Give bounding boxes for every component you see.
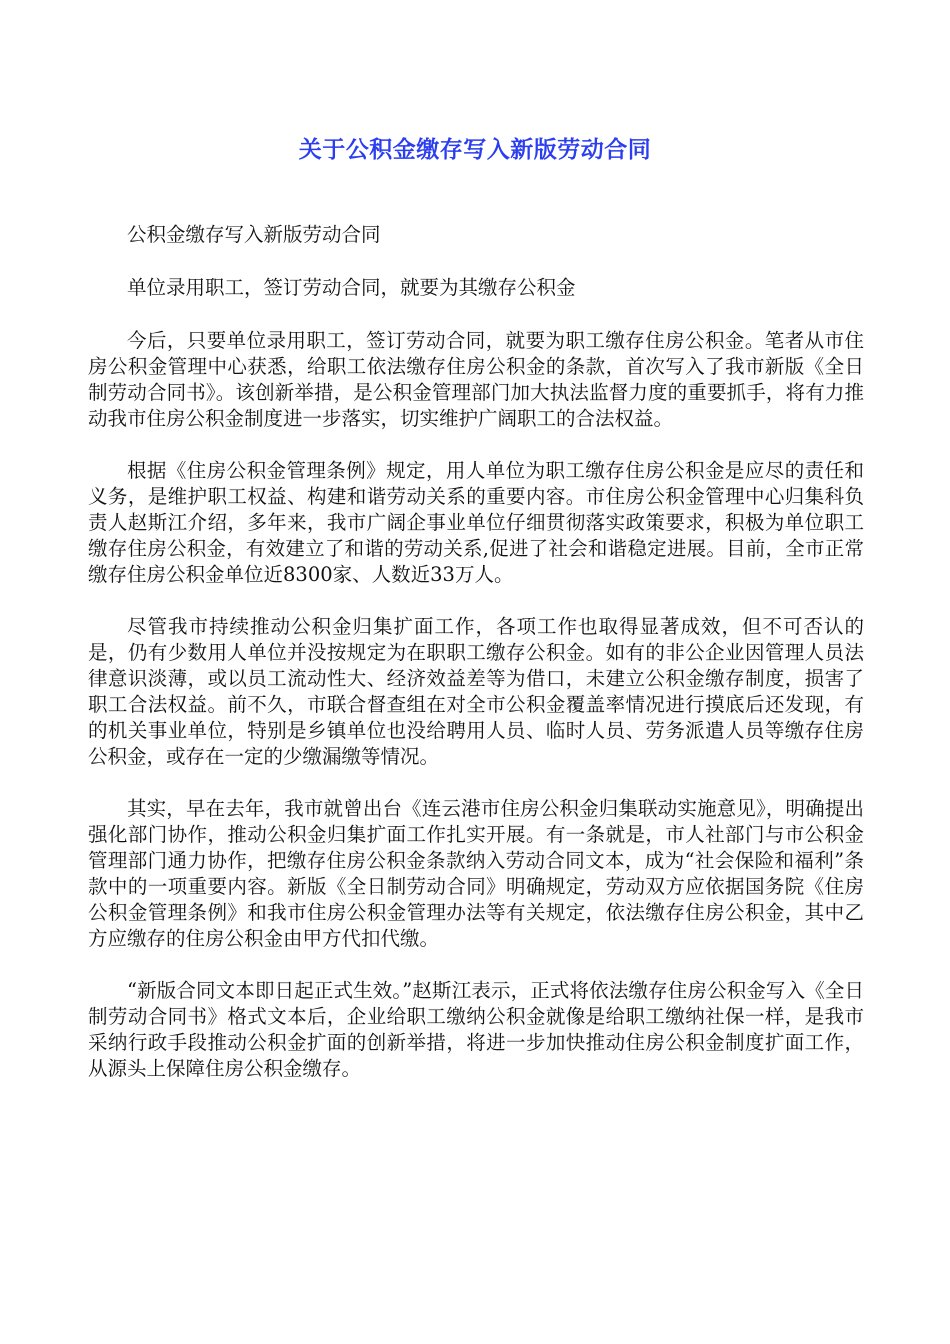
subheading-paragraph: 公积金缴存写入新版劳动合同 — [127, 223, 381, 246]
document-title: 关于公积金缴存写入新版劳动合同 — [298, 137, 652, 163]
lead-paragraph: 单位录用职工，签订劳动合同，就要为其缴存公积金 — [127, 276, 576, 299]
body-paragraph-4: 其实，早在去年，我市就曾出台《连云港市住房公积金归集联动实施意见》，明确提出强化部门协作，推动公积金归集扩面工作扎实开展。有一条就是，市人社部门与市公积金管理部门通力协作，把缴存住房公积金条款纳入劳动合同文本，成为“社会保险和福利”条款中的一项重要内容。新版《全日制劳动合同》明确规定，劳动双方应依据国务院《住房公积金管理条例》和我市住房公积金管理办法等有关规定，依法缴存住房公积金，其中乙方应缴存的住房公积金由甲方代扣代缴。 — [88, 797, 864, 950]
body-paragraph-2: 根据《住房公积金管理条例》规定，用人单位为职工缴存住房公积金是应尽的责任和义务，是维护职工权益、构建和谐劳动关系的重要内容。市住房公积金管理中心归集科负责人赵斯江介绍，多年来，我市广阔企事业单位仔细贯彻落实政策要求，积极为单位职工缴存住房公积金，有效建立了和谐的劳动关系,促进了社会和谐稳定进展。目前，全市正常缴存住房公积金单位近8300家、人数近33万人。 — [88, 459, 864, 586]
body-paragraph-3: 尽管我市持续推动公积金归集扩面工作，各项工作也取得显著成效，但不可否认的是，仍有少数用人单位并没按规定为在职职工缴存公积金。如有的非公企业因管理人员法律意识淡薄，或以员工流动性大、经济效益差等为借口，未建立公积金缴存制度，损害了职工合法权益。前不久，市联合督查组在对全市公积金覆盖率情况进行摸底后还发现，有的机关事业单位，特别是乡镇单位也没给聘用人员、临时人员、劳务派遣人员等缴存住房公积金，或存在一定的少缴漏缴等情况。 — [88, 615, 864, 768]
document-body — [88, 222, 864, 1108]
body-paragraph-5: “新版合同文本即日起正式生效。”赵斯江表示，正式将依法缴存住房公积金写入《全日制劳动合同书》格式文本后，企业给职工缴纳公积金就像是给职工缴纳社保一样，是我市采纳行政手段推动公积金扩面的创新举措，将进一步加快推动住房公积金制度扩面工作，从源头上保障住房公积金缴存。 — [88, 979, 864, 1080]
body-paragraph-1: 今后，只要单位录用职工，签订劳动合同，就要为职工缴存住房公积金。笔者从市住房公积金管理中心获悉，给职工依法缴存住房公积金的条款，首次写入了我市新版《全日制劳动合同书》。该创新举措，是公积金管理部门加大执法监督力度的重要抓手，将有力推动我市住房公积金制度进一步落实，切实维护广阔职工的合法权益。 — [88, 329, 864, 430]
